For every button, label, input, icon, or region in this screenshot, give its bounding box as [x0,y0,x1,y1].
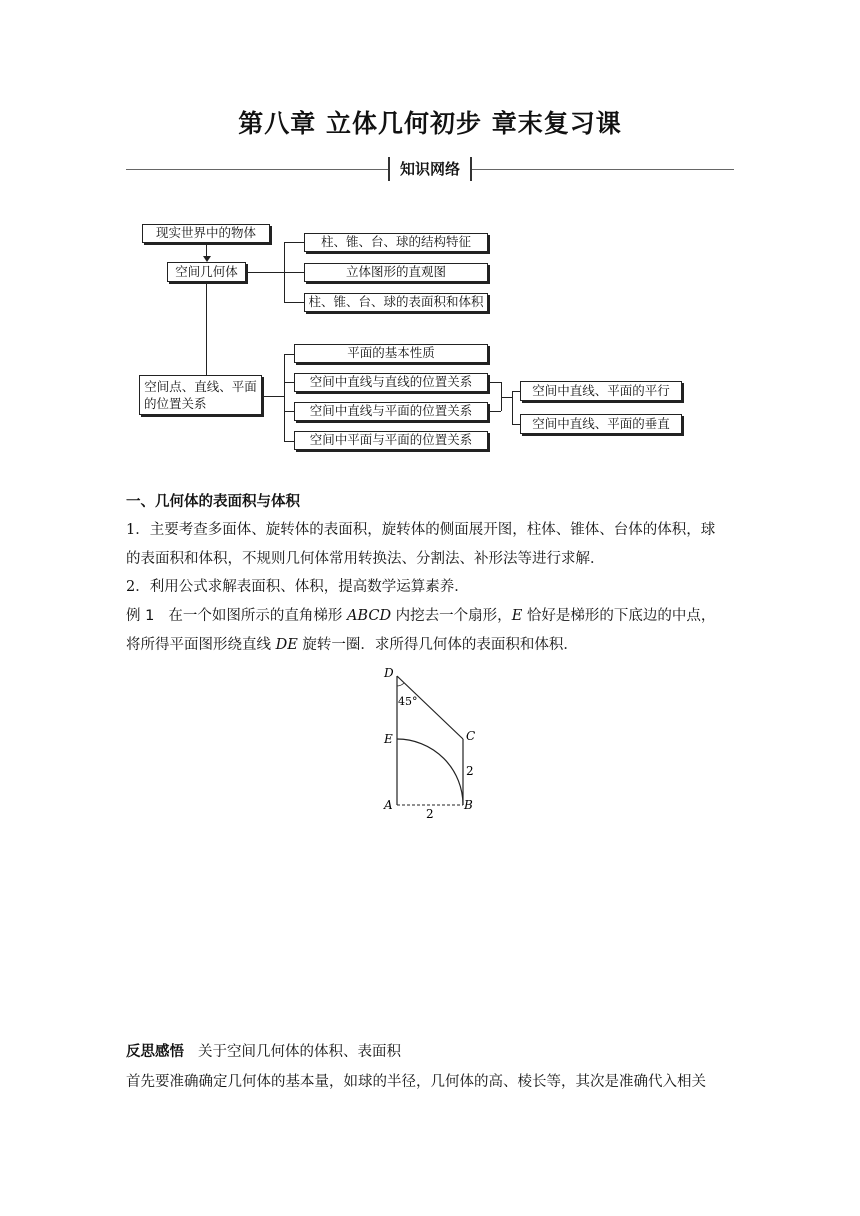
node-position-relations-line1: 空间点、直线、平面 [144,379,257,394]
node-position-relations-line2: 的位置关系 [144,396,207,411]
example-text-a: 在一个如图所示的直角梯形 [168,608,347,624]
connector-body-to-relation [206,282,207,375]
knowledge-network-diagram [0,0,860,470]
example-e: E [511,608,523,624]
label-e: E [384,732,393,746]
example-text-b: 内挖去一个扇形， [391,608,512,624]
page-title: 第八章 立体几何初步 章末复习课 [238,109,622,138]
connector-body-2 [284,272,304,273]
node-rel-branch-1: 平面的基本性质 [294,344,488,363]
angle-label: 45° [398,695,418,708]
node-far-parallel: 空间中直线、平面的平行 [520,381,682,401]
node-spatial-body: 空间几何体 [167,262,246,282]
arc-eb [397,739,463,805]
trapezoid-figure [370,662,490,822]
reflection-subtitle: 关于空间几何体的体积、表面积 [198,1044,401,1060]
example-text-c: 恰好是梯形的下底边的中点， [522,608,716,624]
label-ab-length: 2 [426,807,434,821]
connector-relation-bracket [284,354,285,441]
paragraph-1-line-1: 1．主要考查多面体、旋转体的表面积，旋转体的侧面展开图，柱体、锥体、台体的体积，球 [126,522,716,538]
node-body-branch-3: 柱、锥、台、球的表面积和体积 [304,293,488,312]
reflection-text: 首先要准确确定几何体的基本量，如球的半径，几何体的高、棱长等，其次是准确代入相关 [126,1074,706,1090]
node-real-world-objects: 现实世界中的物体 [142,224,270,243]
label-c: C [466,729,476,743]
example-label: 例 1 [126,608,155,624]
node-body-branch-1: 柱、锥、台、球的结构特征 [304,233,488,252]
connector-far-1 [512,391,520,392]
node-rel-branch-3: 空间中直线与平面的位置关系 [294,402,488,421]
label-a: A [384,798,393,812]
connector-body-branch [246,272,284,273]
example-line-1 [126,602,736,631]
example-line-2 [126,631,736,660]
connector-rel-4 [284,441,294,442]
node-body-branch-2: 立体图形的直观图 [304,263,488,282]
example-abcd: ABCD [346,608,392,624]
connector-rel-1 [284,354,294,355]
paragraph-1-line-2: 的表面积和体积，不规则几何体常用转换法、分割法、补形法等进行求解． [126,551,605,567]
connector-far-bracket [512,391,513,424]
connector-far-a [489,382,501,383]
reflection-heading: 反思感悟 [126,1044,184,1060]
label-b: B [464,798,473,812]
angle-arc [397,683,404,686]
node-rel-branch-2: 空间中直线与直线的位置关系 [294,373,488,392]
label-d: D [384,666,394,680]
reflection-heading-line [126,1038,736,1067]
paragraph-2: 2．利用公式求解表面积、体积，提高数学运算素养． [126,579,469,595]
node-position-relations [139,375,262,415]
connector-relation-branch [262,396,284,397]
section-heading: 一、几何体的表面积与体积 [126,494,300,510]
connector-body-3 [284,302,304,303]
connector-rel-3 [284,411,294,412]
node-rel-branch-4: 空间中平面与平面的位置关系 [294,431,488,450]
example-text-e: 旋转一圈．求所得几何体的表面积和体积． [297,637,578,653]
section-badge: 知识网络 [388,157,472,181]
node-far-perpendicular: 空间中直线、平面的垂直 [520,414,682,434]
connector-body-1 [284,242,304,243]
connector-far-2 [512,424,520,425]
connector-far-mid [501,397,512,398]
label-bc-length: 2 [466,764,474,778]
example-de: DE [275,637,298,653]
example-text-d: 将所得平面图形绕直线 [126,637,276,653]
connector-rel-2 [284,382,294,383]
connector-far-b [489,411,501,412]
